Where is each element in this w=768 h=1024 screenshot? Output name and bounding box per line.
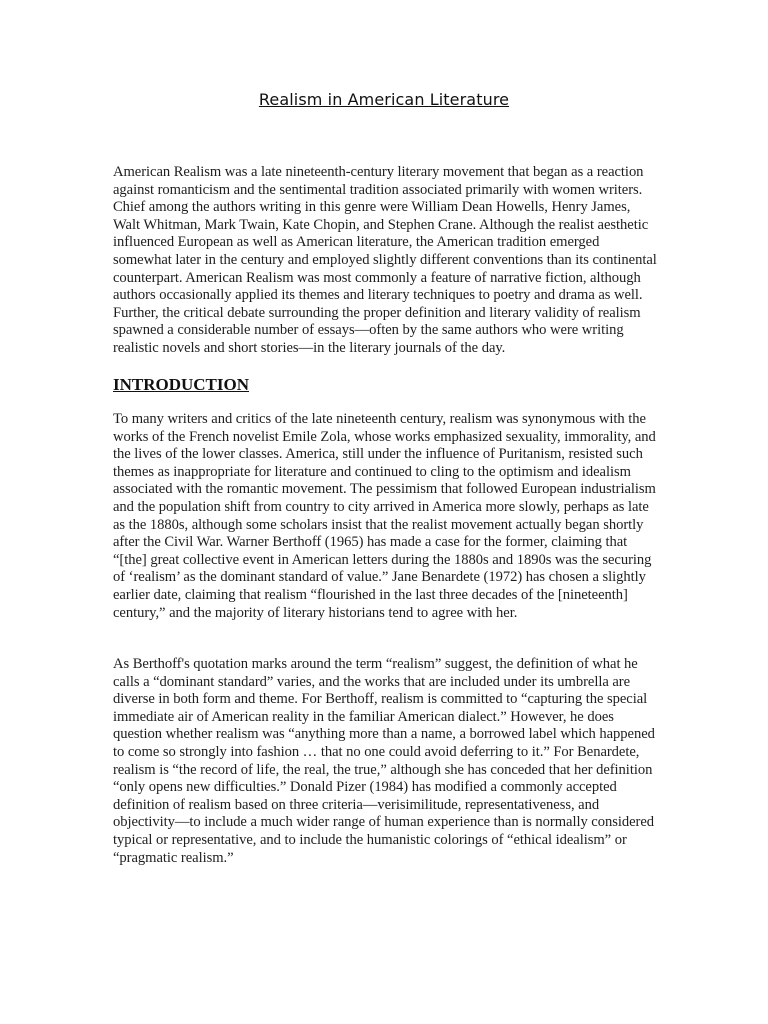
- intro-paragraph: American Realism was a late nineteenth-century literary movement that began as a reaction against romanticism and the sentimental tradition associated primarily with women writers. Chief among the authors writing in this genre were William Dean Howells, Henry James, Walt Whitman, Mark Twain, Kate Chopin, and Stephen Crane. Although the realist aesthetic influenced European as well as American literature, the American tradition emerged somewhat later in the century and employed slightly different conventions than its continental counterpart. American Realism was most commonly a feature of narrative fiction, although authors occasionally applied its themes and literary techniques to poetry and drama as well. Further, the critical debate surrounding the proper definition and literary validity of realism spawned a considerable number of essays—often by the same authors who were writing realistic novels and short stories—in the literary journals of the day.: [113, 164, 657, 356]
- body-paragraph-3: As Berthoff's quotation marks around the term “realism” suggest, the definition of what he calls a “dominant standard” varies, and the works that are included under its umbrella are diverse in both form and theme. For Berthoff, realism is committed to “capturing the special immediate air of American reality in the familiar American dialect.” However, he does question whether realism was “anything more than a name, a borrowed label which happened to come so strongly into fashion … that no one could avoid deferring to it.” For Benardete, realism is “the record of life, the real, the true,” although she has conceded that her definition “only opens new difficulties.” Donald Pizer (1984) has modified a commonly accepted definition of realism based on three criteria—verisimilitude, representativeness, and objectivity—to include a much wider range of human experience than is normally considered typical or representative, and to include the humanistic colorings of “ethical idealism” or “pragmatic realism.”: [113, 656, 655, 866]
- document-title: Realism in American Literature: [258, 90, 510, 109]
- body-paragraph-2: To many writers and critics of the late nineteenth century, realism was synonymous with the works of the French novelist Emile Zola, whose works emphasized sexuality, immorality, and the lives of the lower classes. America, still under the influence of Puritanism, resisted such themes as inappropriate for literature and continued to cling to the optimism and idealism associated with the romantic movement. The pessimism that followed European industrialism and the population shift from country to city arrived in America more slowly, perhaps as late as the 1880s, although some scholars insist that the realist movement actually began shortly after the Civil War. Warner Berthoff (1965) has made a case for the former, claiming that “[the] great collective event in American letters during the 1880s and 1890s was the securing of ‘realism’ as the dominant standard of value.” Jane Benardete (1972) has chosen a slightly earlier date, claiming that realism “flourished in the last three decades of the [nineteenth] century,” and the majority of literary historians tend to agree with her.: [113, 411, 656, 621]
- section-heading-introduction: INTRODUCTION: [113, 375, 250, 394]
